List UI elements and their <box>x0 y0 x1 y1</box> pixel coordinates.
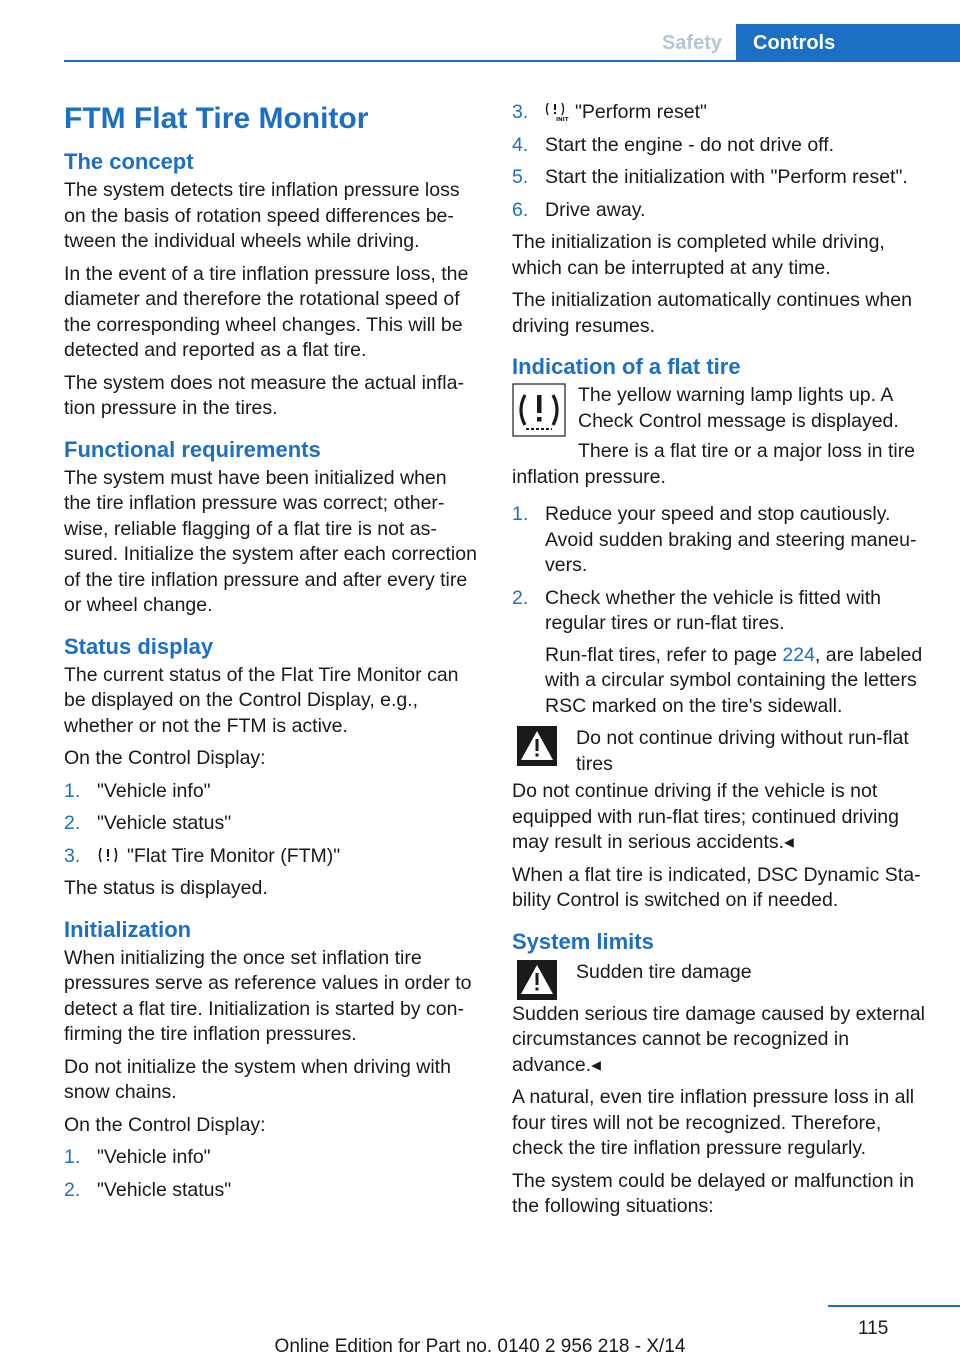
warning-body-runflat: Do not continue driving if the vehicle is not equipped with run-flat tires; continued driving may result in serious accidents.◂ <box>512 780 899 853</box>
header-rule <box>64 60 960 62</box>
footer-rule <box>828 1305 960 1307</box>
limits-heading: System limits <box>512 928 654 954</box>
run-flat-note-before: Run-flat tires, refer to page <box>545 643 783 666</box>
indication-steps <box>512 502 928 719</box>
step-text: "Flat Tire Monitor (FTM)" <box>127 844 341 867</box>
step-number: 2. <box>512 586 529 609</box>
warning-block-sudden <box>512 960 928 1000</box>
right-column <box>512 100 928 1227</box>
list-item <box>64 811 478 837</box>
step-text: "Perform reset" <box>575 101 707 123</box>
status-p3: The status is displayed. <box>64 877 268 899</box>
list-item <box>64 1178 478 1204</box>
left-column <box>64 100 478 1210</box>
step-number: 1. <box>64 1146 81 1168</box>
step-text: Drive away. <box>545 198 646 221</box>
page-link[interactable]: 224 <box>782 643 815 666</box>
limits-p1: A natural, even tire inflation pressure loss in all four tires will not be recognized. Therefore, check the tire inflation pressure regularly. <box>512 1086 915 1159</box>
step-text: Start the engine - do not drive off. <box>545 133 835 156</box>
concept-heading: The concept <box>64 149 194 174</box>
list-item <box>512 198 928 224</box>
header-tab-controls[interactable] <box>736 24 960 62</box>
step-number: 2. <box>64 1178 81 1201</box>
status-heading: Status display <box>64 633 214 659</box>
indication-p2: When a flat tire is indicated, DSC Dynamic Stability Control is switched on if needed. <box>512 863 921 911</box>
list-item <box>64 844 478 870</box>
list-item <box>512 502 928 579</box>
page-title: FTM Flat Tire Monitor <box>64 102 369 135</box>
step-text: "Vehicle status" <box>97 1178 232 1201</box>
concept-p1: The system detects tire inflation pressure loss on the basis of rotation speed differences between the individual wheels while driving. <box>64 179 460 252</box>
step-text: "Vehicle info" <box>97 779 211 802</box>
step-number: 5. <box>512 166 529 188</box>
step-number: 2. <box>64 812 81 834</box>
init-p2: Do not initialize the system when driving with snow chains. <box>64 1055 451 1103</box>
step-number: 3. <box>512 101 529 123</box>
init-continue-text: The initialization automatically continues when driving resumes. <box>512 289 912 337</box>
lamp-text: The yellow warning lamp lights up. A Check Control message is displayed. <box>578 384 899 432</box>
list-item <box>512 100 928 126</box>
requirements-p1: The system must have been initialized when the tire inflation pressure was correct; otherwise, reliable flagging of a flat tire is not assured. Initialize the system after each correction of the tire inflation pressure and after every tire or wheel change. <box>64 466 477 616</box>
warning-block-runflat <box>512 726 928 777</box>
status-p1: The current status of the Flat Tire Monitor can be displayed on the Control Display, e.g., whether or not the FTM is active. <box>64 663 459 737</box>
init-complete-text: The initialization is completed while driving, which can be interrupted at any time. <box>512 231 885 279</box>
step-number: 4. <box>512 133 529 156</box>
run-flat-note-after: , are labeled with a circular symbol containing the letters RSC marked on the tire's sidewall. <box>545 643 923 717</box>
step-number: 6. <box>512 198 529 221</box>
step-text: "Vehicle info" <box>97 1146 211 1168</box>
header-tab-safety[interactable] <box>630 24 736 62</box>
init-steps <box>64 1145 478 1203</box>
status-steps <box>64 779 478 870</box>
requirements-heading: Functional requirements <box>64 436 321 462</box>
list-item <box>64 779 478 805</box>
list-item <box>512 586 928 720</box>
run-flat-note <box>545 643 928 720</box>
reset-steps <box>512 100 928 223</box>
step-number: 1. <box>64 779 81 802</box>
warning-body-sudden: Sudden serious tire damage caused by external circumstances cannot be recognized in advance.◂ <box>512 1002 926 1076</box>
header-tab-controls-label: Controls <box>753 31 836 54</box>
warning-lamp-block <box>512 383 928 437</box>
tire-warning-icon <box>97 845 119 865</box>
step-text: Check whether the vehicle is fitted with regular tires or run-flat tires. <box>545 586 881 634</box>
footer-edition: Online Edition for Part no. 0140 2 956 218 - X/14 <box>274 1336 686 1357</box>
header-tab-safety-label: Safety <box>661 31 722 54</box>
init-heading: Initialization <box>64 916 192 942</box>
status-p2: On the Control Display: <box>64 747 266 769</box>
flat-tire-warning-lamp-icon <box>512 383 566 437</box>
warning-title-sudden: Sudden tire damage <box>576 960 752 983</box>
page-number: 115 <box>858 1318 889 1339</box>
warning-triangle-icon <box>512 726 562 766</box>
concept-p2: In the event of a tire inflation pressure loss, the diameter and therefore the rotational speed of the corresponding wheel changes. This will be detected and reported as a flat tire. <box>64 262 469 361</box>
indication-heading: Indication of a flat tire <box>512 354 741 379</box>
step-text: "Vehicle status" <box>97 812 232 834</box>
init-p3: On the Control Display: <box>64 1113 266 1136</box>
step-text: Start the initialization with "Perform reset". <box>545 166 908 188</box>
svg-text:INIT: INIT <box>556 117 569 123</box>
step-number: 3. <box>64 844 81 867</box>
init-p1: When initializing the once set inflation tire pressures serve as reference values in order to detect a flat tire. Initialization is started by confirming the tire inflation pressures. <box>64 946 472 1045</box>
limits-p2: The system could be delayed or malfunction in the following situations: <box>512 1169 915 1217</box>
warning-title-runflat: Do not continue driving without run-flat tires <box>576 727 909 775</box>
warning-triangle-icon <box>512 960 562 1000</box>
concept-p3: The system does not measure the actual inflation pressure in the tires. <box>64 371 464 419</box>
list-item <box>512 133 928 159</box>
tire-init-icon <box>545 101 567 121</box>
indication-p1: There is a flat tire or a major loss in tire inflation pressure. <box>512 440 916 488</box>
list-item <box>512 165 928 191</box>
step-text: Reduce your speed and stop cautiously. Avoid sudden braking and steering maneuvers. <box>545 503 917 576</box>
list-item <box>64 1145 478 1171</box>
step-number: 1. <box>512 503 529 525</box>
